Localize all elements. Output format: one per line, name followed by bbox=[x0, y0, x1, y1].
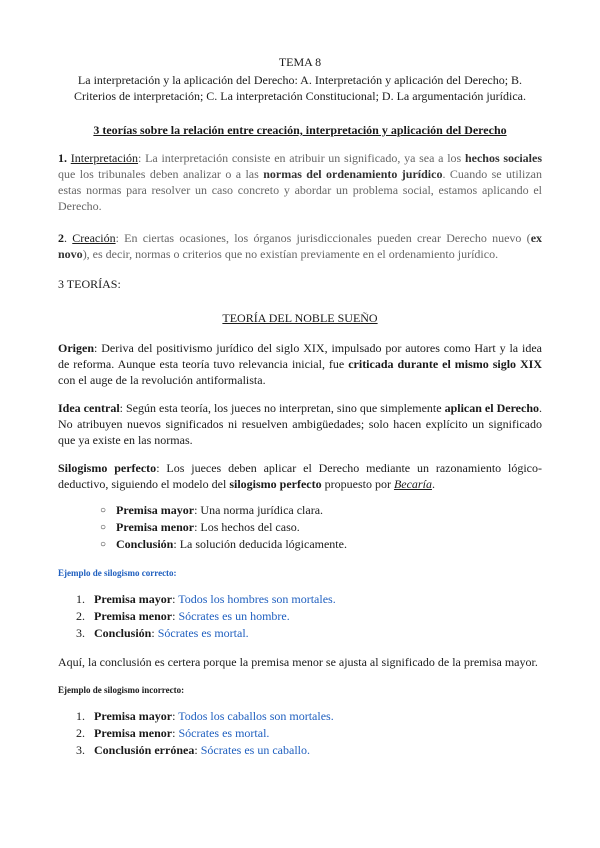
item-number: 1. bbox=[76, 709, 85, 723]
list-item bbox=[76, 608, 542, 625]
item-label: Premisa menor bbox=[94, 726, 173, 740]
item-text: Sócrates es mortal. bbox=[157, 626, 249, 640]
circle-bullet-icon: ○ bbox=[100, 539, 107, 550]
idea-text-1: : Según esta teoría, los jueces no interpretan, sino que simplemente bbox=[119, 401, 445, 415]
item-text: Sócrates es un caballo. bbox=[200, 743, 310, 757]
idea-text-2: . No atribuyen nuevos significados ni resuelven ambigüedades; solo hacen explícito un significado que ya existe en las normas. bbox=[58, 401, 543, 447]
item-text: Sócrates es mortal. bbox=[178, 726, 270, 740]
bullet-label: Premisa mayor bbox=[116, 503, 195, 517]
item-number: 3. bbox=[76, 626, 85, 640]
p1-text-3: . Cuando se utilizan estas normas para resolver un caso concreto y abordar un problema social, estamos aplicando el Derecho. bbox=[58, 167, 542, 213]
paragraph-origen bbox=[58, 340, 542, 388]
document-page bbox=[58, 54, 542, 759]
ejemplo-incorrecto-list bbox=[58, 708, 542, 759]
tema-title: TEMA 8 bbox=[278, 55, 322, 69]
item-number: 1. bbox=[76, 592, 85, 606]
tres-teorias-label: 3 TEORÍAS: bbox=[58, 277, 121, 291]
silogismo-text-3: . bbox=[431, 477, 435, 491]
p1-number: 1. bbox=[58, 151, 67, 165]
p1-bold-2: normas del ordenamiento jurídico bbox=[263, 167, 443, 181]
idea-label: Idea central bbox=[58, 401, 120, 415]
noble-sueno-heading: TEORÍA DEL NOBLE SUEÑO bbox=[222, 311, 378, 325]
silogismo-bold-1: silogismo perfecto bbox=[229, 477, 322, 491]
origen-text-1: : Deriva del positivismo jurídico del siglo XIX, impulsado por autores como Hart y la idea de reforma. Aunque esta teoría tuvo relevancia inicial, fue bbox=[58, 341, 542, 371]
origen-label: Origen bbox=[58, 341, 94, 355]
item-label: Premisa mayor bbox=[94, 709, 173, 723]
tema-subtitle: La interpretación y la aplicación del Derecho: A. Interpretación y aplicación del Derecho; B. Criterios de interpretación; C. La interpretación Constitucional; D. La argumentación jurídica. bbox=[74, 73, 526, 103]
origen-bold-1: criticada durante el mismo siglo XIX bbox=[348, 357, 542, 371]
list-item bbox=[100, 536, 542, 553]
p2-text-1: : En ciertas ocasiones, los órganos jurisdiccionales pueden crear Derecho nuevo ( bbox=[115, 231, 531, 245]
list-item bbox=[76, 742, 542, 759]
p2-term: Creación bbox=[72, 231, 116, 245]
item-separator: : bbox=[172, 592, 179, 606]
item-separator: : bbox=[172, 709, 179, 723]
p1-term: Interpretación bbox=[70, 151, 139, 165]
circle-bullet-icon: ○ bbox=[100, 522, 107, 533]
p1-bold-1: hechos sociales bbox=[464, 151, 543, 165]
silogismo-label: Silogismo perfecto bbox=[58, 461, 157, 475]
list-item bbox=[100, 519, 542, 536]
item-text: Todos los caballos son mortales. bbox=[178, 709, 334, 723]
bullet-label: Premisa menor bbox=[116, 520, 195, 534]
list-item bbox=[76, 708, 542, 725]
p1-text-1: : La interpretación consiste en atribuir un significado, ya sea a los bbox=[138, 151, 465, 165]
idea-bold-1: aplican el Derecho bbox=[444, 401, 540, 415]
item-label: Premisa mayor bbox=[94, 592, 173, 606]
item-label: Premisa menor bbox=[94, 609, 173, 623]
silogismo-text-2: propuesto por bbox=[321, 477, 394, 491]
bullet-text: : La solución deducida lógicamente. bbox=[173, 537, 347, 551]
item-number: 3. bbox=[76, 743, 85, 757]
p2-number: 2 bbox=[58, 231, 64, 245]
list-item bbox=[76, 591, 542, 608]
list-item bbox=[100, 502, 542, 519]
paragraph-idea-central bbox=[58, 400, 542, 448]
item-text: Todos los hombres son mortales. bbox=[178, 592, 336, 606]
origen-text-2: con el auge de la revolución antiformalista. bbox=[58, 373, 266, 387]
bullet-text: : Una norma jurídica clara. bbox=[194, 503, 324, 517]
circle-bullet-icon: ○ bbox=[100, 505, 107, 516]
paragraph-creacion bbox=[58, 230, 542, 262]
item-number: 2. bbox=[76, 609, 85, 623]
silogismo-text-1: : Los jueces deben aplicar el Derecho mediante un razonamiento lógico-deductivo, siguiendo el modelo del bbox=[58, 461, 543, 491]
list-item bbox=[76, 625, 542, 642]
p2-text-2: ), es decir, normas o criterios que no existían previamente en el ordenamiento jurídico. bbox=[82, 247, 499, 261]
p1-text-2: que los tribunales deben analizar o a las bbox=[58, 167, 264, 181]
ejemplo-correcto-heading: Ejemplo de silogismo correcto: bbox=[58, 568, 177, 578]
bullet-label: Conclusión bbox=[116, 537, 174, 551]
item-number: 2. bbox=[76, 726, 85, 740]
paragraph-silogismo bbox=[58, 460, 542, 492]
p2-bold-1: ex novo bbox=[58, 231, 543, 261]
item-text: Sócrates es un hombre. bbox=[178, 609, 290, 623]
item-separator: : bbox=[151, 626, 158, 640]
item-separator: : bbox=[194, 743, 201, 757]
ejemplo-correcto-list bbox=[58, 591, 542, 642]
silogismo-author: Becaría bbox=[393, 477, 432, 491]
bullet-text: : Los hechos del caso. bbox=[194, 520, 300, 534]
list-item bbox=[76, 725, 542, 742]
ejemplo-incorrecto-heading: Ejemplo de silogismo incorrecto: bbox=[58, 685, 185, 695]
item-label: Conclusión errónea bbox=[94, 743, 195, 757]
item-label: Conclusión bbox=[94, 626, 152, 640]
item-separator: : bbox=[172, 726, 179, 740]
p2-dot: . bbox=[64, 231, 73, 245]
paragraph-aqui: Aquí, la conclusión es certera porque la premisa menor se ajusta al significado de la premisa mayor. bbox=[58, 655, 538, 669]
paragraph-interpretacion bbox=[58, 150, 542, 214]
item-separator: : bbox=[172, 609, 179, 623]
premisas-list bbox=[58, 502, 542, 553]
section-heading: 3 teorías sobre la relación entre creación, interpretación y aplicación del Derecho bbox=[93, 123, 507, 137]
